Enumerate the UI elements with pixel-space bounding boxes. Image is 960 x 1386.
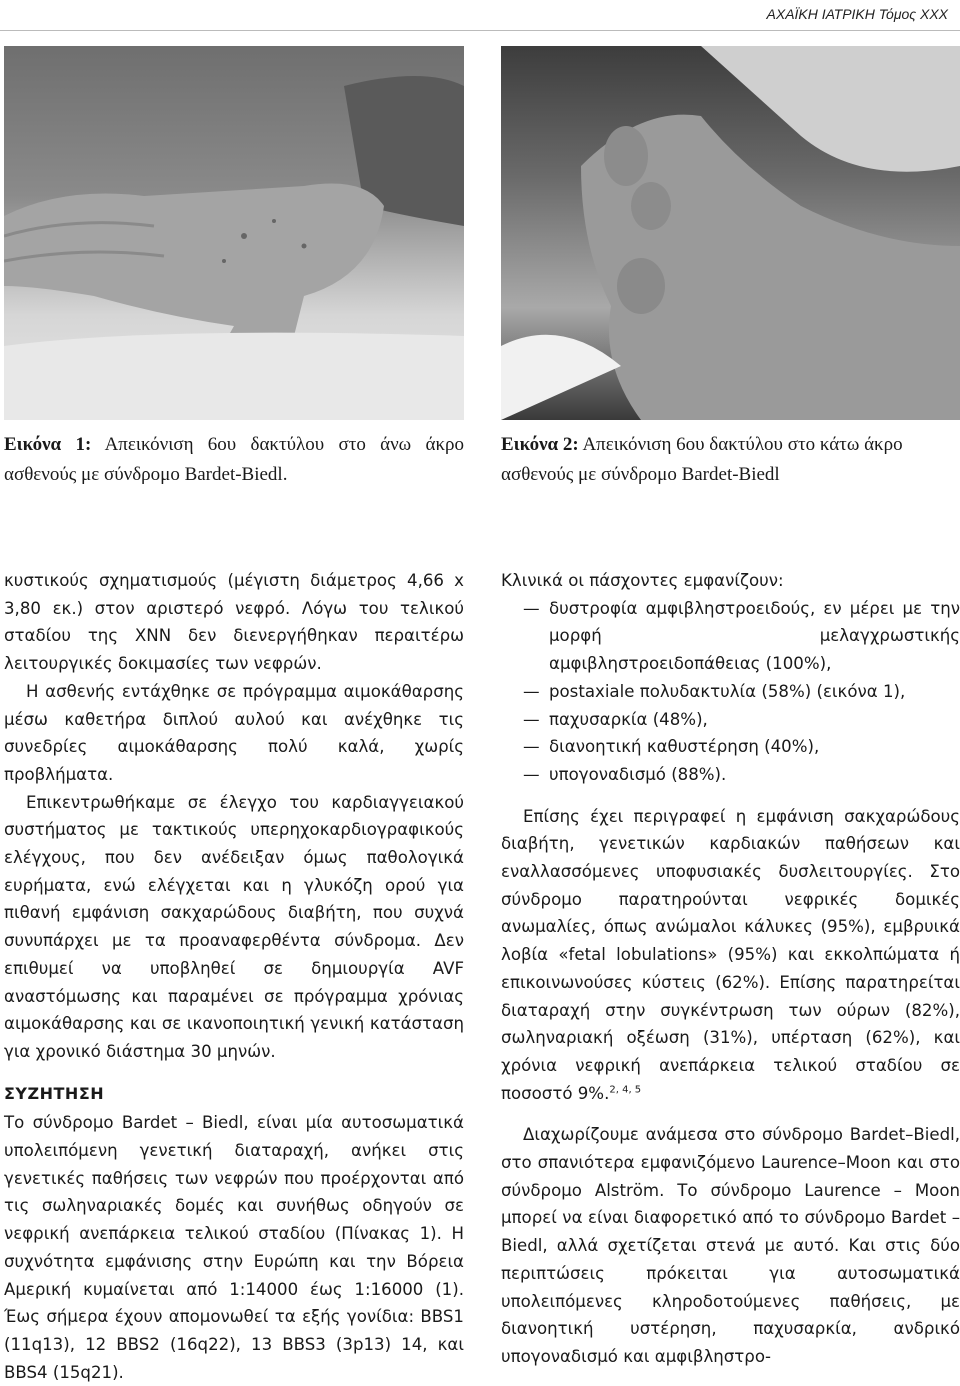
figure-2-photo: [501, 46, 960, 420]
figure-1-label: Εικόνα 1:: [4, 434, 92, 455]
spacer: [501, 789, 960, 803]
running-header: ΑΧΑΪΚΗ ΙΑΤΡΙΚΗ Τόμος ΧΧΧ: [766, 6, 948, 22]
dash-bullet: —: [523, 598, 540, 618]
dash-bullet: —: [523, 764, 540, 784]
dash-bullet: —: [523, 709, 540, 729]
figure-2-text: Απεικόνιση 6ου δακτύλου στο κάτω άκρο ασθενούς με σύνδρομο Bardet-Biedl: [501, 434, 903, 485]
foot-illustration: [501, 46, 960, 420]
list-item: — postaxiale πολυδακτυλία (58%) (εικόνα 1),: [501, 678, 960, 706]
symptom-list: [501, 595, 960, 789]
header-rule: [0, 30, 960, 31]
dash-bullet: —: [523, 681, 540, 701]
list-item: — υπογοναδισμό (88%).: [501, 761, 960, 789]
hand-illustration: [4, 46, 464, 420]
paragraph: Επίσης έχει περιγραφεί η εμφάνιση σακχαρώδους διαβήτη, γενετικών καρδιακών παθήσεων και εναλλασσόμενες υποφυσιακές δυσλειτουργίες. Στο σύνδρομο παρατηρούνται νεφρικές δομικές ανωμαλίες, όπως ανώμαλοι κάλυκες (95%), εμβρυικά λοβία «fetal lobulations» (95%) και εκκολπώματα ή επικοινωνούσες κύστεις (62%). Επίσης παρατηρείται διαταραχή στην συγκέντρωση των ούρων (82%), σωληναριακή οξέωση (31%), υπέρταση (62%), και χρόνια νεφρική ανεπάρκεια τελικού σταδίου σε ποσοστό 9%.$^{2, 4, 5}$: [501, 806, 960, 1103]
figure-1-text: Απεικόνιση 6ου δακτύλου στο άνω άκρο ασθενούς με σύνδρομο Bardet-Biedl.: [4, 434, 465, 485]
dash-bullet: —: [523, 737, 540, 757]
list-intro: Κλινικά οι πάσχοντες εμφανίζουν:: [501, 571, 784, 590]
paragraph: κυστικούς σχηματισμούς (μέγιστη διάμετρος 4,66 x 3,80 εκ.) στον αριστερό νεφρό. Λόγω του τελικού σταδίου της ΧΝΝ δεν διενεργήθηκαν περαιτέρω λειτουργικές δοκιμασίες των νεφρών.: [4, 571, 464, 674]
list-item: — παχυσαρκία (48%),: [501, 706, 960, 734]
citation-refs: 2, 4, 5: [609, 1084, 642, 1096]
left-column: [4, 567, 464, 1386]
list-item: — διανοητική καθυστέρηση (40%),: [501, 733, 960, 761]
section-heading: ΣΥΖΗΤΗΣΗ: [4, 1083, 105, 1103]
figure-1-photo: [4, 46, 464, 420]
paragraph: Διαχωρίζουμε ανάμεσα στο σύνδρομο Bardet–Biedl, στο σπανιότερα εμφανιζόμενο Laurence–Moon και στο σύνδρομο Alstrӧm. Το σύνδρομο Laurence – Moon μπορεί να είναι διαφορετικό από το σύνδρομο Bardet – Biedl, αλλά σχετίζεται στενά με αυτό. Και στις δύο περιπτώσεις πρόκειται για αυτοσωματικά υπολειπόμενες κληροδοτούμενες παθήσεις, με διανοητική υστέρηση, παχυσαρκία, ανδρικό υπογοναδισμό και αμφιβληστρο-: [501, 1125, 960, 1366]
spacer: [501, 1107, 960, 1121]
list-item: — δυστροφία αμφιβληστροειδούς, εν μέρει με την μορφή μελαγχρωστικής αμφιβληστροειδοπάθειας (100%),: [501, 595, 960, 678]
paragraph: Η ασθενής εντάχθηκε σε πρόγραμμα αιμοκάθαρσης μέσω καθετήρα διπλού αυλού και ανέχθηκε τις συνεδρίες αιμοκάθαρσης πολύ καλά, χωρίς προβλήματα.: [4, 681, 464, 784]
paragraph: Επικεντρωθήκαμε σε έλεγχο του καρδιαγγειακού συστήματος με τακτικούς υπερηχοκαρδιογραφικούς ελέγχους, που δεν ανέδειξαν όμως παθολογικά ευρήματα, ενώ ελέγχεται και η γλυκόζη ορού για πιθανή εμφάνιση σακχαρώδους διαβήτη, που συχνά συνυπάρχει με τα προαναφερθέντα σύνδρομα. Δεν επιθυμεί να υποβληθεί σε δημιουργία AVF αναστόμωσης και παραμένει σε πρόγραμμα χρόνιας αιμοκάθαρσης και σε ικανοποιητική γενική κατάσταση για χρονικό διάστημα 30 μηνών.: [4, 792, 464, 1061]
right-column: [501, 567, 960, 1371]
figure-1-caption: [4, 430, 464, 490]
figure-2-caption: [501, 430, 960, 490]
paragraph: Το σύνδρομο Bardet – Biedl, είναι μία αυτοσωματικά υπολειπόμενη γενετική διαταραχή, ανήκει στις γενετικές παθήσεις των νεφρών που προέρχονται από τις σωληναριακές δομές και συνήθως οδηγούν σε νεφρική ανεπάρκεια τελικού σταδίου (Πίνακας 1). Η συχνότητα εμφάνισης στην Ευρώπη και την Βόρεια Αμερική κυμαίνεται από 1:14000 έως 1:16000 (1). Έως σήμερα έχουν απομονωθεί τα εξής γονίδια: BBS1 (11q13), 12 BBS2 (16q22), 13 BBS3 (3p13) 14, και BBS4 (15q21).: [4, 1113, 464, 1382]
figure-2-label: Εικόνα 2:: [501, 434, 579, 455]
